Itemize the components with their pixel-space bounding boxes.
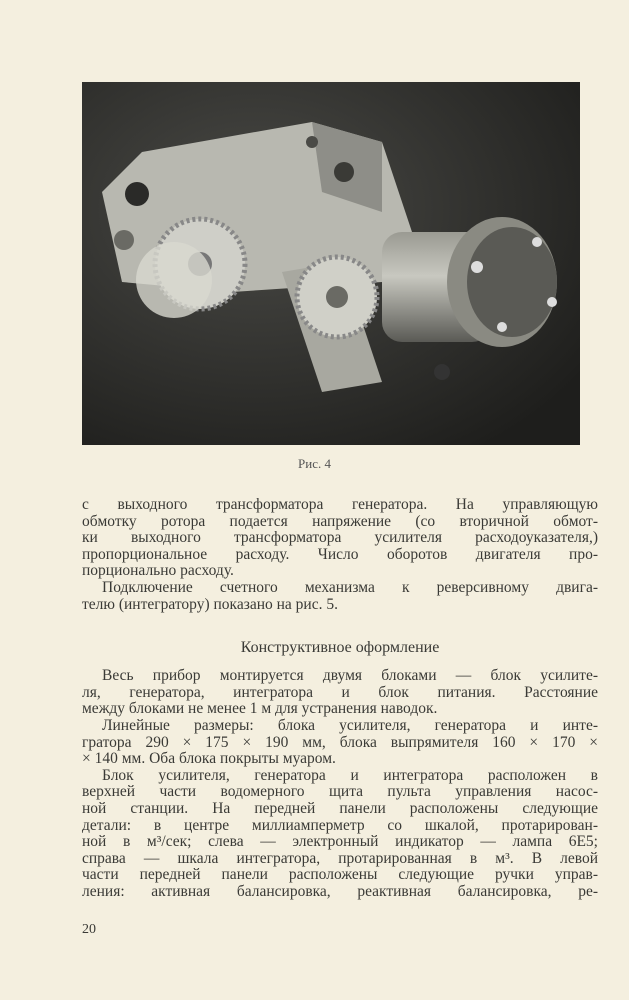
text-line: ля, генератора, интегратора и блок питания. Расстояние	[82, 683, 598, 701]
text-line: × 140 мм. Оба блока покрыты муаром.	[82, 750, 336, 768]
text-line: Блок усилителя, генератора и интегратора расположен в	[102, 766, 598, 784]
body-text	[82, 497, 598, 900]
text-line: ной в м³/сек; слева — электронный индикатор — лампа 6Е5;	[82, 833, 598, 851]
text-line: между блоками не менее 1 м для устранения наводок.	[82, 700, 438, 718]
text-line: пропорциональное расходу. Число оборотов двигателя про-	[82, 545, 598, 563]
figure-photo-mechanism	[82, 82, 580, 445]
text-line: с выходного трансформатора генератора. На управляющую	[82, 496, 598, 513]
text-line: части передней панели расположены следующие ручки управ-	[82, 866, 598, 884]
text-line: детали: в центре миллиамперметр со шкалой, протарирован-	[82, 816, 598, 834]
section-heading: Конструктивное оформление	[240, 639, 440, 657]
text-line: обмотку ротора подается напряжение (со вторичной обмот-	[82, 512, 598, 530]
text-line: Линейные размеры: блока усилителя, генератора и инте-	[102, 716, 598, 734]
text-line: верхней части водомерного щита пульта управления насос-	[82, 783, 598, 801]
text-line: Весь прибор монтируется двумя блоками — блок усилите-	[102, 667, 598, 685]
text-line: справа — шкала интегратора, протарированная в м³. В левой	[82, 849, 598, 867]
text-line: ки выходного трансформатора усилителя расходоуказателя,)	[82, 529, 598, 547]
figure-caption: Рис. 4	[298, 456, 331, 471]
text-line: ной станции. На передней панели расположены следующие	[82, 799, 598, 817]
text-line: порционально расходу.	[82, 562, 234, 580]
text-line: Подключение счетного механизма к реверсивному двига-	[102, 578, 598, 596]
text-line: гратора 290 × 175 × 190 мм, блока выпрямителя 160 × 170 ×	[82, 733, 598, 751]
text-line: ления: активная балансировка, реактивная балансировка, ре-	[82, 882, 598, 900]
text-line: телю (интегратору) показано на рис. 5.	[82, 595, 338, 613]
page-number: 20	[82, 922, 96, 937]
